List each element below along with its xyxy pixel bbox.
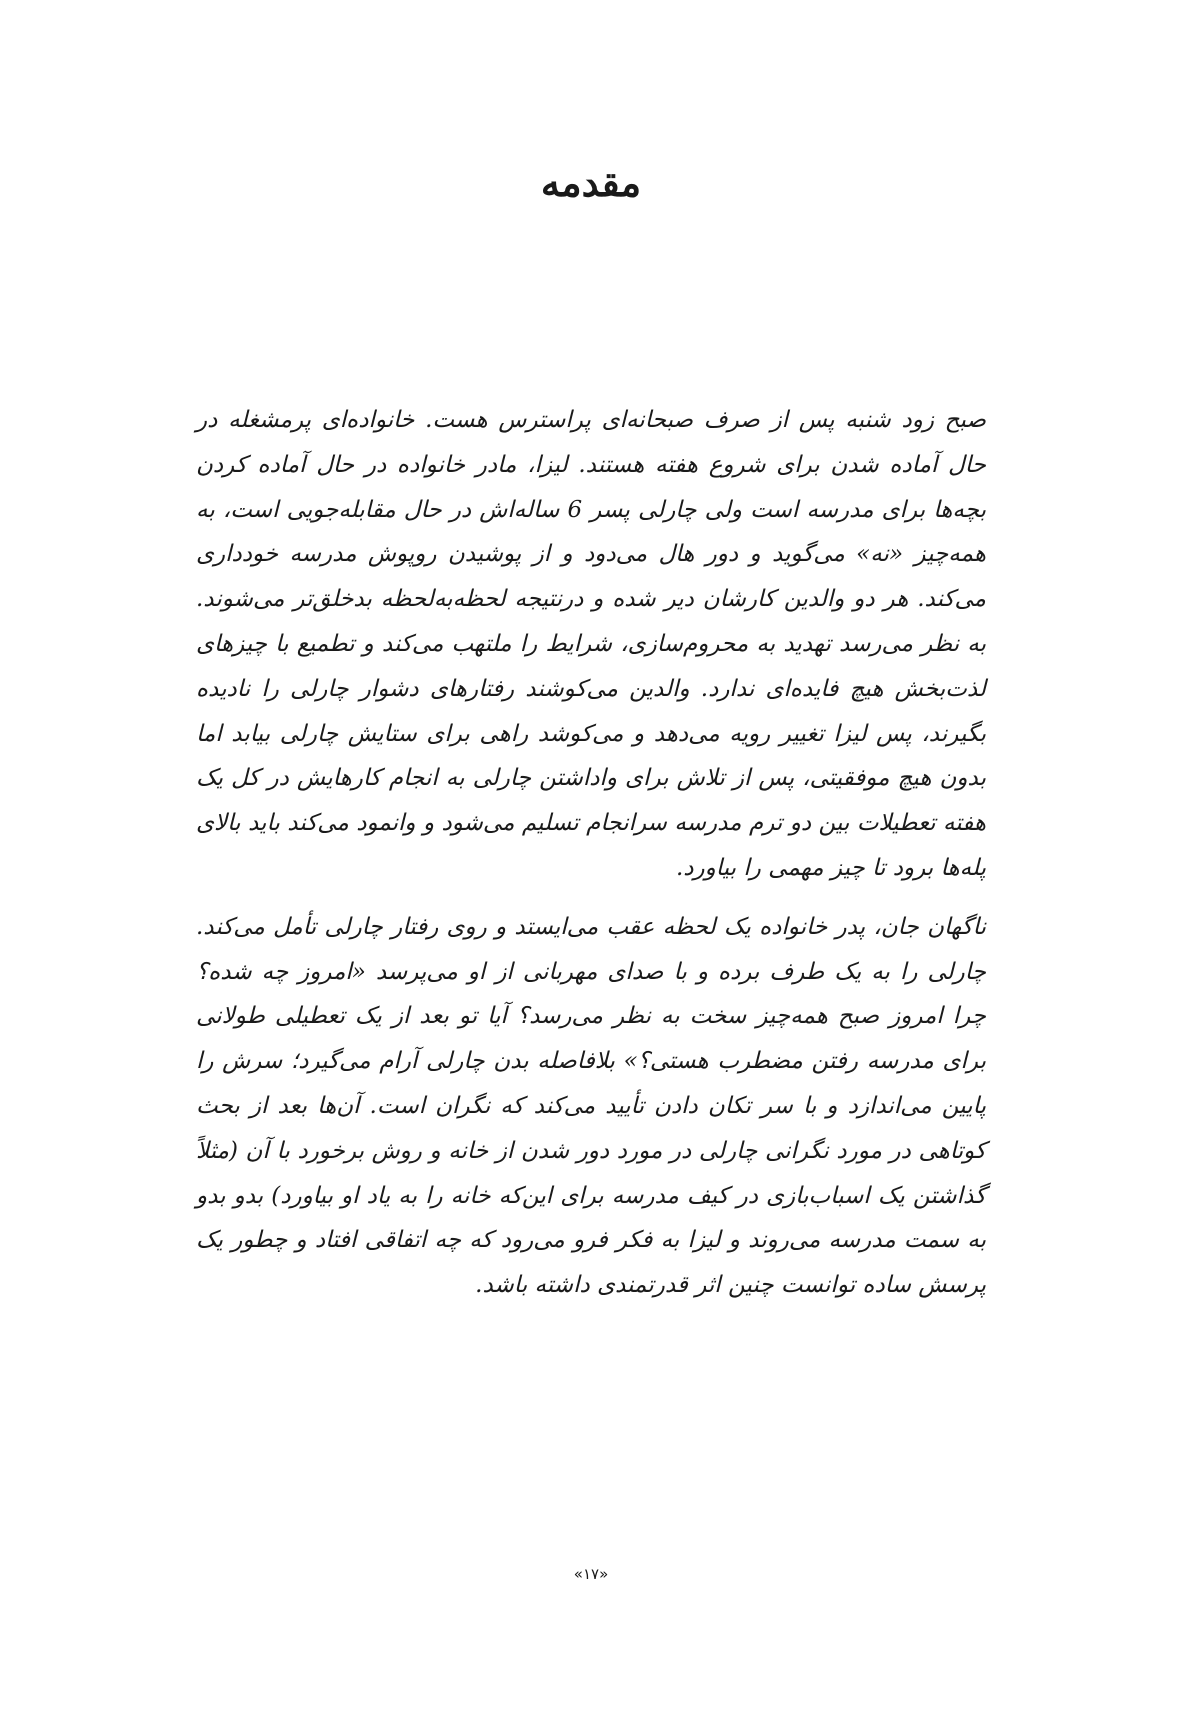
page-number: «۱۷» [573, 1565, 609, 1583]
paragraph-1: صبح زود شنبه پس از صرف صبحانه‌ای پراسترس هست. خانواده‌ای پرمشغله در حال آماده شدن برای شروع هفته هستند. لیزا، مادر خانواده در حال آماده کردن بچه‌ها برای مدرسه است ولی چارلی پسر 6 ساله‌اش در حال مقابله‌جویی است، به همه‌چیز «نه» می‌گوید و دور هال می‌دود و از پوشیدن روپوش مدرسه خودداری می‌کند. هر دو والدین کارشان دیر شده و درنتیجه لحظه‌به‌لحظه بدخلق‌تر می‌شوند. به نظر می‌رسد تهدید به محروم‌سازی، شرایط را ملتهب می‌کند و تطمیع با چیزهای لذت‌بخش هیچ فایده‌ای ندارد. والدین می‌کوشند رفتارهای دشوار چارلی را نادیده بگیرند، پس لیزا تغییر رویه می‌دهد و می‌کوشد راهی برای ستایش چارلی بیابد اما بدون هیچ موفقیتی، پس از تلاش برای واداشتن چارلی به انجام کارهایش در کل یک هفته تعطیلات بین دو ترم مدرسه سرانجام تسلیم می‌شود و وانمود می‌کند باید بالای پله‌ها برود تا چیز مهمی را بیاورد. [196, 407, 986, 881]
chapter-body [196, 398, 986, 1308]
paragraph-2: ناگهان جان، پدر خانواده یک لحظه عقب می‌ایستد و روی رفتار چارلی تأمل می‌کند. چارلی را به یک طرف برده و با صدای مهربانی از او می‌پرسد «امروز چه شده؟ چرا امروز صبح همه‌چیز سخت به نظر می‌رسد؟ آیا تو بعد از یک تعطیلی طولانی برای مدرسه رفتن مضطرب هستی؟» بلافاصله بدن چارلی آرام می‌گیرد؛ سرش را پایین می‌اندازد و با سر تکان دادن تأیید می‌کند که نگران است. آن‌ها بعد از بحث کوتاهی در مورد نگرانی چارلی در مورد دور شدن از خانه و روش برخورد با آن (مثلاً گذاشتن یک اسباب‌بازی در کیف مدرسه برای این‌که خانه را به یاد او بیاورد) بدو بدو به سمت مدرسه می‌روند و لیزا به فکر فرو می‌رود که چه اتفاقی افتاد و چطور یک پرسش ساده توانست چنین اثر قدرتمندی داشته باشد. [196, 913, 986, 1299]
chapter-title: مقدمه [540, 160, 642, 205]
